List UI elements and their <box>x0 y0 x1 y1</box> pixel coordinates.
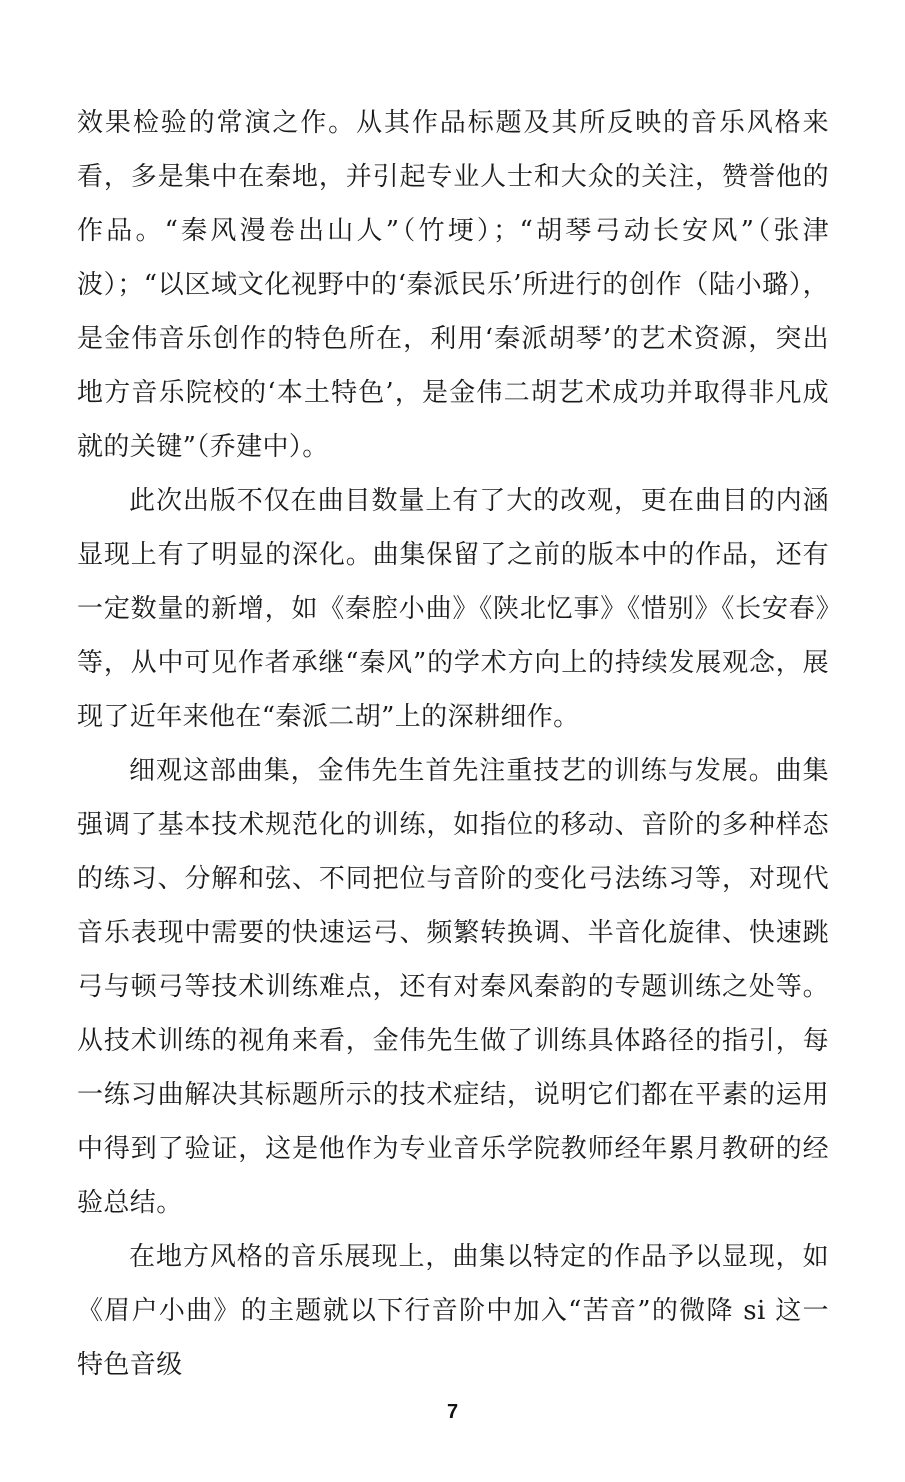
page-number: 7 <box>446 1401 459 1423</box>
paragraph-continuation: 效果检验的常演之作。从其作品标题及其所反映的音乐风格来看，多是集中在秦地，并引起专业人士和大众的关注，赞誉他的作品。“秦风漫卷出山人”（竹埂）；“胡琴弓动长安风”（张津波）；“以区域文化视野中的‘秦派民乐’所进行的创作（陆小璐），是金伟音乐创作的特色所在，利用‘秦派胡琴’的艺术资源，突出地方音乐院校的‘本土特色’，是金伟二胡艺术成功并取得非凡成就的关键”（乔建中）。 <box>77 108 829 462</box>
paragraph: 细观这部曲集，金伟先生首先注重技艺的训练与发展。曲集强调了基本技术规范化的训练，如指位的移动、音阶的多种样态的练习、分解和弦、不同把位与音阶的变化弓法练习等，对现代音乐表现中需要的快速运弓、频繁转换调、半音化旋律、快速跳弓与顿弓等技术训练难点，还有对秦风秦韵的专题训练之处等。从技术训练的视角来看，金伟先生做了训练具体路径的指引，每一练习曲解决其标题所示的技术症结，说明它们都在平素的运用中得到了验证，这是他作为专业音乐学院教师经年累月教研的经验总结。 <box>77 756 829 1218</box>
paragraph: 在地方风格的音乐展现上，曲集以特定的作品予以显现，如《眉户小曲》的主题就以下行音阶中加入“苦音”的微降 si 这一特色音级 <box>77 1242 829 1380</box>
body-text <box>77 96 829 1392</box>
paragraph: 此次出版不仅在曲目数量上有了大的改观，更在曲目的内涵显现上有了明显的深化。曲集保留了之前的版本中的作品，还有一定数量的新增，如《秦腔小曲》《陕北忆事》《惜别》《长安春》等，从中可见作者承继“秦风”的学术方向上的持续发展观念，展现了近年来他在“秦派二胡”上的深耕细作。 <box>77 486 829 732</box>
